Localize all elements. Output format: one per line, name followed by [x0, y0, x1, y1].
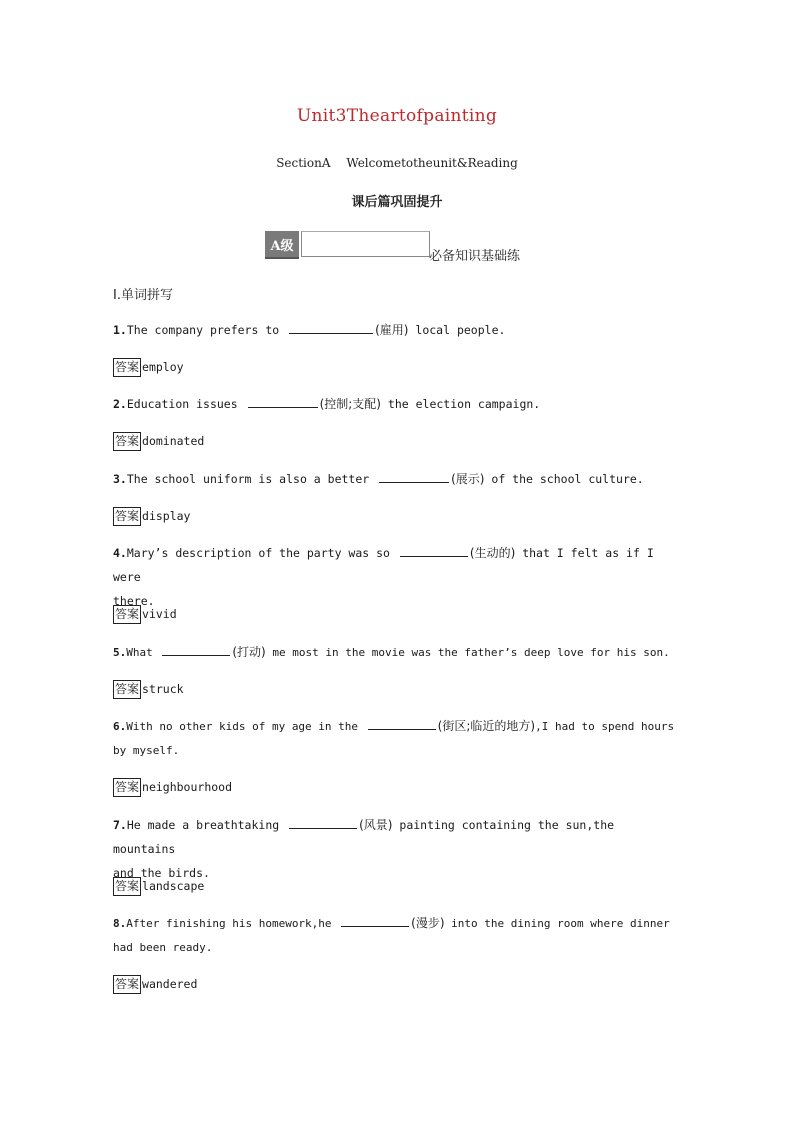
answer-3	[113, 506, 190, 526]
question-7	[113, 813, 683, 885]
question-text: The school uniform is also a better	[126, 472, 377, 486]
section-heading	[0, 156, 794, 170]
question-text: ,I had to spend hours	[535, 720, 675, 733]
question-text: painting containing the sun,the mountains	[113, 818, 615, 856]
answer-blank	[400, 543, 468, 557]
question-hint: (街区;临近的地方)	[437, 719, 536, 733]
answer-blank	[289, 320, 373, 334]
question-text: What	[126, 646, 160, 659]
question-text: me most in the movie was the father’s deep love for his son.	[265, 646, 670, 659]
question-number: 7.	[113, 818, 127, 832]
part-title: Ⅰ.单词拼写	[113, 288, 173, 303]
question-text: The company prefers to	[126, 323, 287, 337]
question-text: With no other kids of my age in the	[126, 720, 365, 733]
question-4	[113, 541, 683, 613]
answer-blank	[289, 815, 357, 829]
question-text-continued: had been ready.	[113, 941, 213, 954]
question-number: 2.	[113, 397, 127, 411]
answer-blank	[379, 469, 449, 483]
question-hint: (漫步)	[411, 916, 445, 930]
question-text-continued: there.	[113, 594, 155, 608]
question-text: into the dining room where dinner	[444, 917, 670, 930]
answer-tag: 答案	[113, 680, 141, 699]
question-text-continued: and the birds.	[113, 866, 210, 880]
question-number: 3.	[113, 472, 127, 486]
question-number: 8.	[113, 917, 127, 930]
question-2	[113, 392, 683, 416]
answer-tag: 答案	[113, 975, 141, 994]
question-hint: (雇用)	[375, 323, 409, 337]
question-text: Mary’s description of the party was so	[126, 546, 397, 560]
answer-blank	[162, 642, 230, 656]
answer-tag: 答案	[113, 778, 141, 797]
answer-8	[113, 974, 197, 994]
answer-text: wandered	[142, 977, 198, 991]
answer-7	[113, 876, 204, 896]
answer-blank	[248, 394, 318, 408]
question-number: 6.	[113, 720, 127, 733]
question-text: local people.	[408, 323, 506, 337]
answer-text: employ	[142, 360, 184, 374]
question-hint: (展示)	[451, 472, 485, 486]
question-8	[113, 911, 683, 960]
section-name: Welcometotheunit&Reading	[346, 156, 518, 170]
answer-tag: 答案	[113, 877, 141, 896]
page-title: Unit3Theartofpainting	[296, 106, 498, 126]
question-text: After finishing his homework,he	[126, 917, 339, 930]
level-badge: A级	[265, 231, 299, 259]
question-text: He made a breathtaking	[126, 818, 287, 832]
question-hint: (控制;支配)	[319, 397, 381, 411]
answer-text: struck	[142, 682, 184, 696]
subtitle: 课后篇巩固提升	[351, 195, 443, 210]
question-hint: (风景)	[359, 818, 393, 832]
question-3	[113, 467, 683, 491]
section-label: SectionA	[276, 156, 331, 170]
answer-1	[113, 357, 184, 377]
answer-tag: 答案	[113, 432, 141, 451]
question-number: 1.	[113, 323, 127, 337]
answer-text: dominated	[142, 434, 205, 448]
question-text: that I felt as if I were	[113, 546, 654, 584]
answer-blank	[368, 716, 436, 730]
question-hint: (生动的)	[469, 546, 516, 560]
answer-text: neighbourhood	[142, 780, 233, 794]
answer-tag: 答案	[113, 605, 141, 624]
answer-text: vivid	[142, 607, 177, 621]
question-5	[113, 640, 703, 665]
answer-text: display	[142, 509, 191, 523]
question-6	[113, 714, 683, 763]
question-text: of the school culture.	[484, 472, 644, 486]
question-number: 5.	[113, 646, 127, 659]
answer-blank	[341, 913, 409, 927]
question-1	[113, 318, 683, 342]
answer-2	[113, 431, 204, 451]
answer-tag: 答案	[113, 358, 141, 377]
question-number: 4.	[113, 546, 127, 560]
question-text-continued: by myself.	[113, 744, 180, 757]
question-text: Education issues	[126, 397, 245, 411]
level-label: 必备知识基础练	[429, 249, 521, 264]
answer-tag: 答案	[113, 507, 141, 526]
level-box	[301, 231, 430, 257]
answer-4	[113, 604, 177, 624]
question-text: the election campaign.	[380, 397, 541, 411]
question-hint: (打动)	[232, 645, 266, 659]
answer-6	[113, 777, 232, 797]
answer-5	[113, 679, 184, 699]
answer-text: landscape	[142, 879, 205, 893]
